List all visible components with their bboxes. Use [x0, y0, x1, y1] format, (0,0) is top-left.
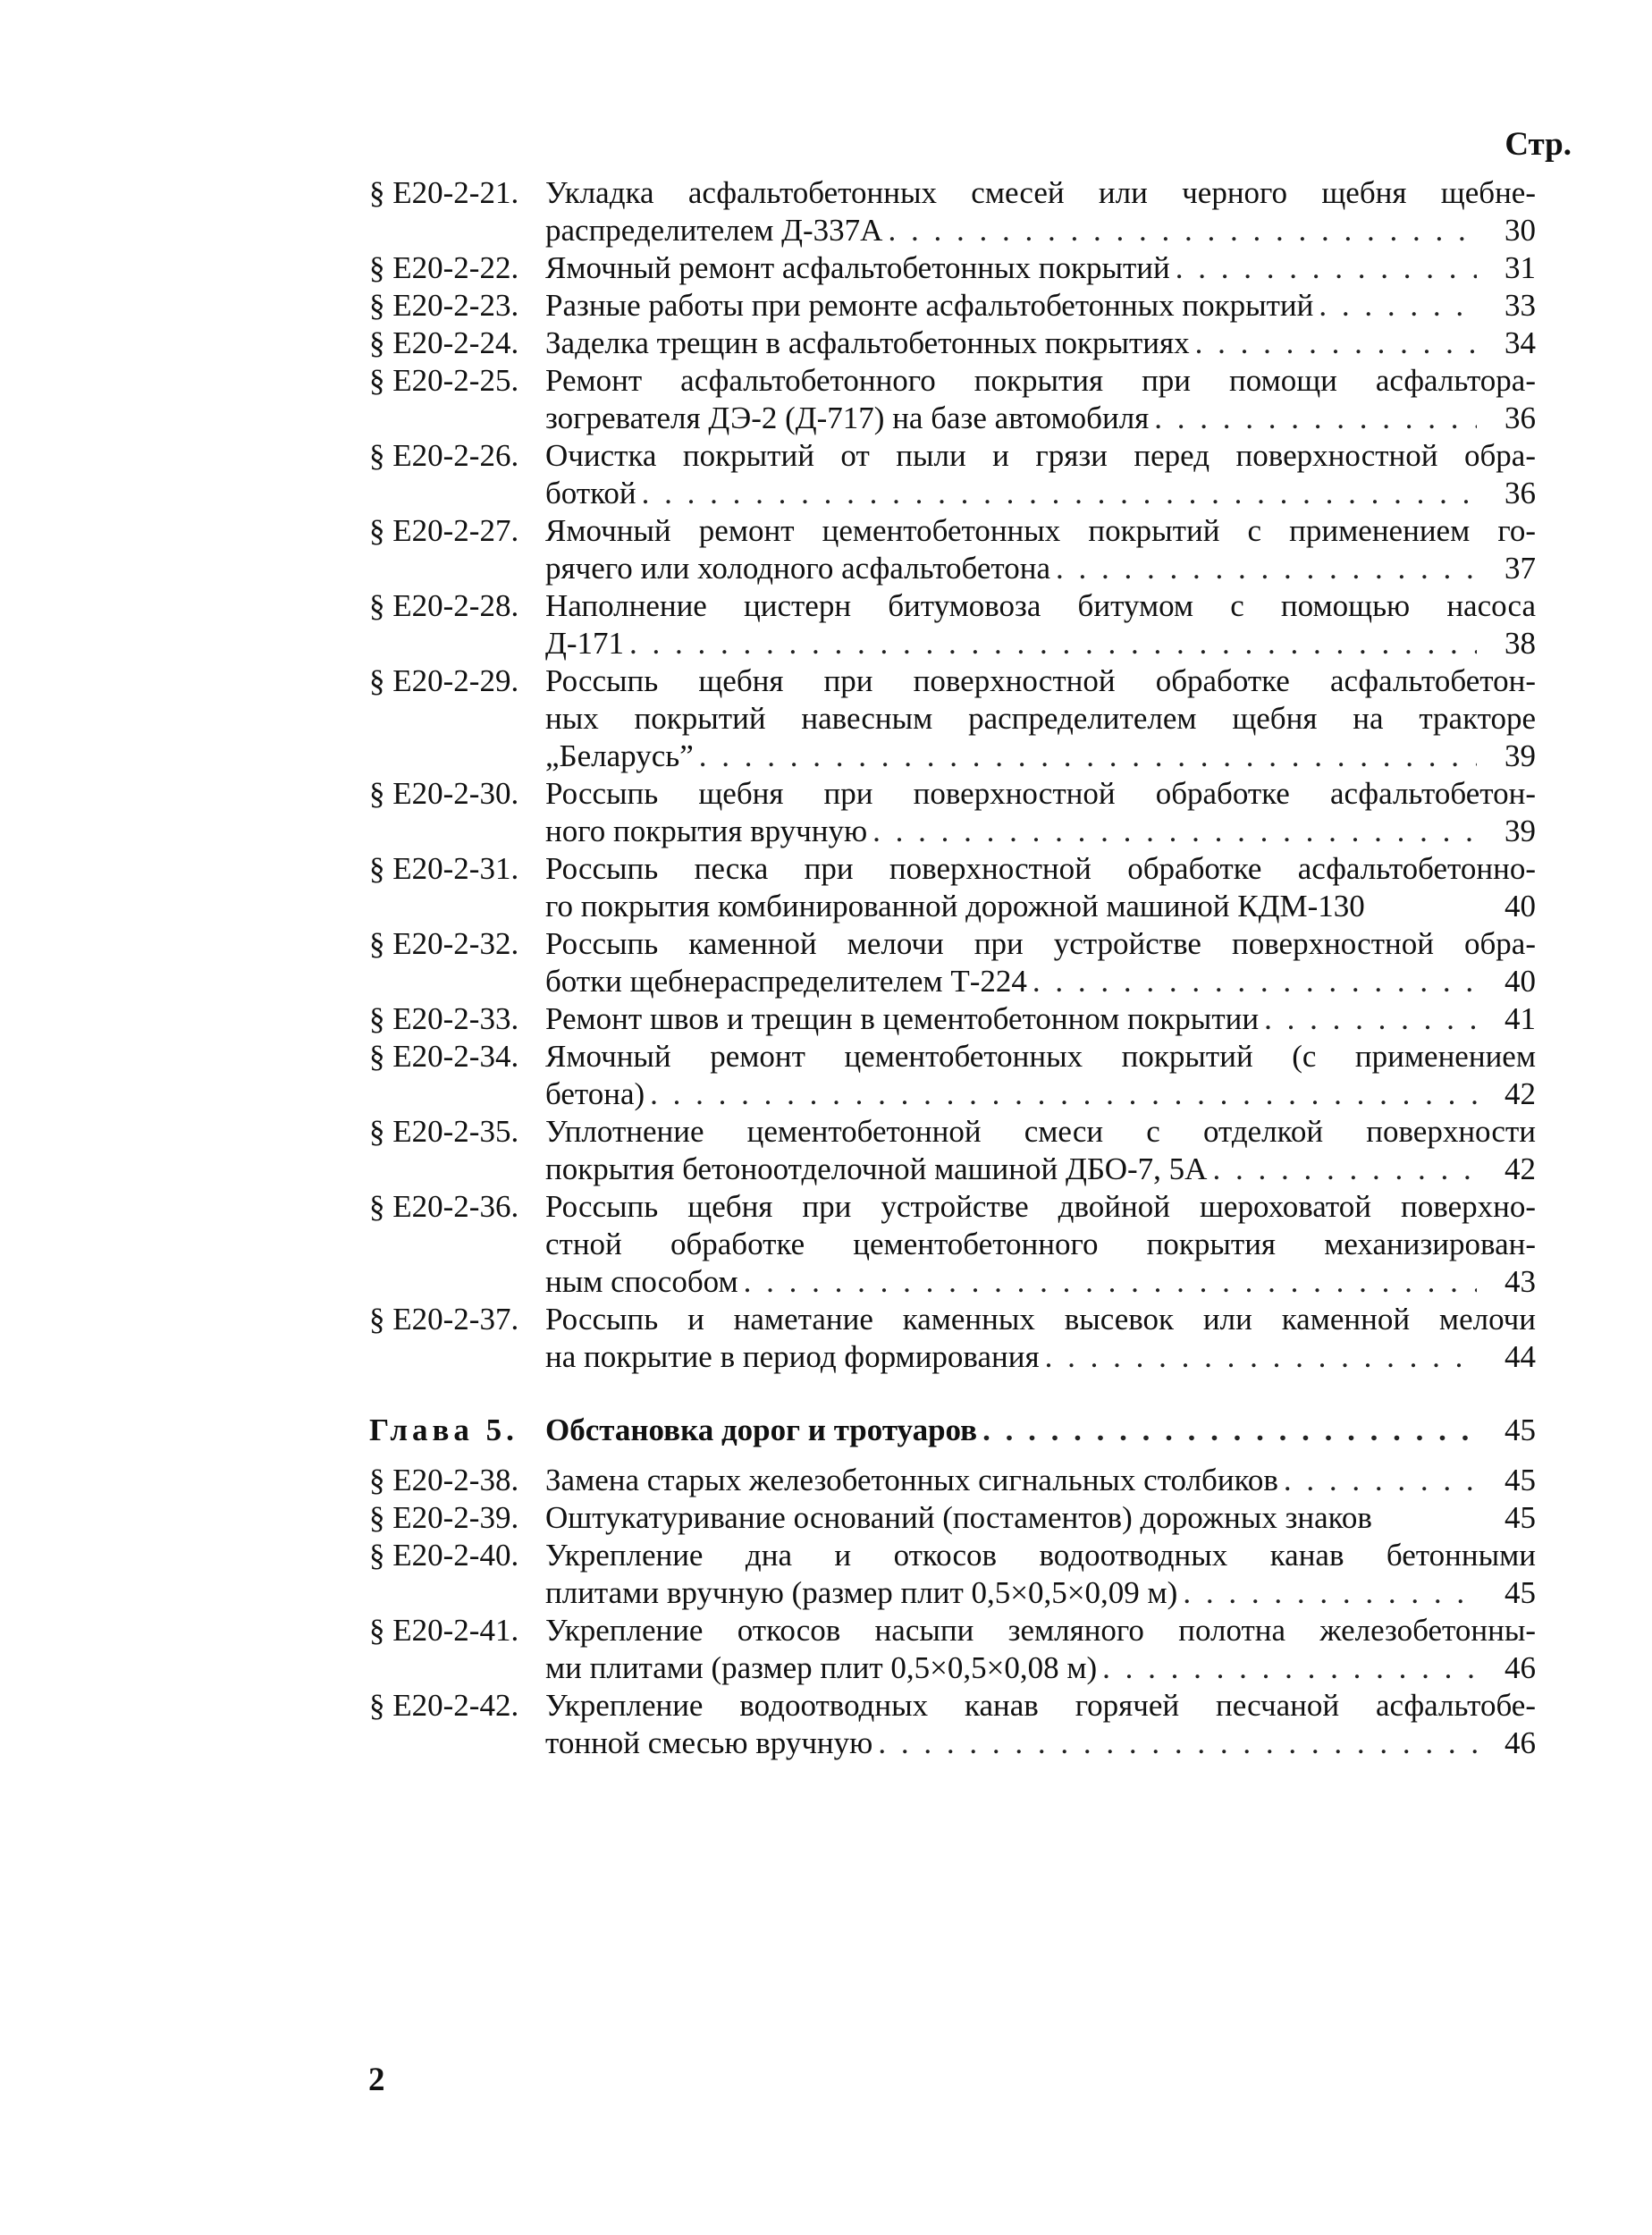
toc-page-number: 41 — [1504, 1001, 1536, 1036]
toc-leader-dots — [872, 1725, 1477, 1762]
toc-entry-label: § Е20-2-28. — [369, 588, 519, 623]
toc-entry-title-line: тонной смесью вручную — [545, 1725, 873, 1760]
toc-entry-title-line: Ямочный ремонт цементобетонных покрытий с применением го- — [545, 513, 1536, 548]
toc-entry-label: § Е20-2-21. — [369, 175, 519, 210]
toc-entry-title-line: ми плитами (размер плит 0,5×0,5×0,08 м) — [545, 1650, 1098, 1685]
toc-leader-dots — [1097, 1649, 1477, 1687]
toc-page-number: 42 — [1504, 1076, 1536, 1111]
toc-entry — [369, 1537, 1536, 1612]
toc-entry-label: § Е20-2-34. — [369, 1039, 519, 1074]
toc-entry-title-line: покрытия бетоноотделочной машиной ДБО-7, 5А — [545, 1151, 1208, 1186]
toc-entry-title-line: зогревателя ДЭ-2 (Д-717) на базе автомобиля — [545, 401, 1150, 435]
toc-leader-dots — [645, 1075, 1477, 1113]
toc-entry — [369, 587, 1536, 662]
toc-entry — [369, 1188, 1536, 1301]
toc-leader-dots — [1170, 249, 1477, 287]
toc-entry — [369, 925, 1536, 1000]
toc-entry-title-line: Укрепление дна и откосов водоотводных канав бетонными — [545, 1538, 1536, 1573]
toc-entry — [369, 1612, 1536, 1687]
toc-entry-title-line: Укрепление откосов насыпи земляного полотна железобетонны- — [545, 1613, 1536, 1648]
toc-entry — [369, 850, 1536, 925]
toc-entry-label: § Е20-2-26. — [369, 438, 519, 473]
toc-page-number: 44 — [1504, 1339, 1536, 1374]
toc-page-number: 42 — [1504, 1151, 1536, 1186]
toc-entry — [369, 1113, 1536, 1188]
toc-entry-label: § Е20-2-22. — [369, 250, 519, 285]
table-of-contents — [369, 174, 1536, 1762]
toc-leader-dots — [1278, 1462, 1477, 1499]
toc-page-number: 36 — [1504, 476, 1536, 510]
toc-chapter-heading — [369, 1412, 1536, 1449]
toc-leader-dots — [977, 1412, 1477, 1449]
toc-entry — [369, 174, 1536, 249]
toc-entry-title-line: бетона) — [545, 1076, 645, 1111]
toc-page-number: 45 — [1504, 1413, 1536, 1447]
toc-entry-label: § Е20-2-29. — [369, 663, 519, 698]
toc-entry-label: § Е20-2-31. — [369, 851, 519, 886]
toc-page-number: 45 — [1504, 1500, 1536, 1535]
toc-entry — [369, 362, 1536, 437]
toc-entry-label: § Е20-2-27. — [369, 513, 519, 548]
toc-entry — [369, 1462, 1536, 1499]
toc-entry-label: § Е20-2-38. — [369, 1463, 519, 1497]
toc-leader-dots — [738, 1263, 1477, 1301]
toc-entry-title-line: Укладка асфальтобетонных смесей или черного щебня щебне- — [545, 175, 1536, 210]
toc-entry-label: § Е20-2-23. — [369, 288, 519, 323]
toc-entry-title-line: Уплотнение цементобетонной смеси с отделкой поверхности — [545, 1114, 1536, 1149]
toc-entry-label: § Е20-2-30. — [369, 776, 519, 811]
toc-entry — [369, 512, 1536, 587]
toc-entry-title-line: Оштукатуривание оснований (постаментов) дорожных знаков — [545, 1500, 1372, 1535]
toc-entry-label: § Е20-2-25. — [369, 363, 519, 398]
toc-entry-title-line: ботки щебнераспределителем Т-224 — [545, 964, 1027, 999]
toc-leader-dots — [694, 738, 1477, 775]
toc-entry-title-line: Ямочный ремонт цементобетонных покрытий (с применением — [545, 1039, 1536, 1074]
toc-leader-dots — [1313, 287, 1477, 325]
toc-entry — [369, 1301, 1536, 1376]
toc-entry — [369, 1499, 1536, 1537]
toc-page-number: 31 — [1504, 250, 1536, 285]
toc-leader-dots — [1190, 325, 1477, 362]
toc-entry-title-line: Россыпь и наметание каменных высевок или каменной мелочи — [545, 1302, 1536, 1337]
toc-entry-title-line: Очистка покрытий от пыли и грязи перед поверхностной обра- — [545, 438, 1536, 473]
toc-page-number: 45 — [1504, 1463, 1536, 1497]
toc-entry-title-line: боткой — [545, 476, 636, 510]
toc-entry-label: Глава 5. — [369, 1413, 518, 1447]
toc-leader-dots — [636, 475, 1477, 512]
toc-page-number: 39 — [1504, 738, 1536, 773]
toc-entry-label: § Е20-2-36. — [369, 1189, 519, 1224]
toc-entry-title-line: рячего или холодного асфальтобетона — [545, 551, 1051, 586]
page-number: 2 — [368, 2062, 385, 2098]
toc-leader-dots — [1040, 1338, 1477, 1376]
toc-leader-dots — [882, 212, 1477, 249]
toc-entry-title-line: Обстановка дорог и тротуаров — [545, 1413, 978, 1447]
toc-page-number: 30 — [1504, 213, 1536, 248]
toc-entry-title-line: го покрытия комбинированной дорожной машиной КДМ-130 — [545, 889, 1365, 924]
toc-entry-label: § Е20-2-42. — [369, 1688, 519, 1723]
toc-leader-dots — [867, 813, 1477, 850]
toc-entry-label: § Е20-2-32. — [369, 926, 519, 961]
toc-leader-dots — [1259, 1000, 1477, 1038]
toc-page-number: 46 — [1504, 1725, 1536, 1760]
toc-entry-title-line: стной обработке цементобетонного покрытия механизирован- — [545, 1227, 1536, 1261]
toc-leader-dots — [1149, 400, 1477, 437]
toc-leader-dots — [1027, 963, 1477, 1000]
toc-entry — [369, 1038, 1536, 1113]
toc-page-number: 37 — [1504, 551, 1536, 586]
toc-entry-label: § Е20-2-35. — [369, 1114, 519, 1149]
toc-entry-label: § Е20-2-33. — [369, 1001, 519, 1036]
toc-entry-title-line: на покрытие в период формирования — [545, 1339, 1040, 1374]
toc-entry — [369, 325, 1536, 362]
toc-entry — [369, 249, 1536, 287]
toc-entry-title-line: ных покрытий навесным распределителем щебня на тракторе — [545, 701, 1536, 736]
toc-entry-title-line: ным способом — [545, 1264, 738, 1299]
toc-leader-dots — [1177, 1574, 1477, 1612]
toc-entry-title-line: ного покрытия вручную — [545, 814, 868, 848]
toc-entry-title-line: Россыпь каменной мелочи при устройстве поверхностной обра- — [545, 926, 1536, 961]
toc-entry-label: § Е20-2-41. — [369, 1613, 519, 1648]
toc-entry — [369, 287, 1536, 325]
toc-entry-label: § Е20-2-39. — [369, 1500, 519, 1535]
toc-entry-title-line: „Беларусь” — [545, 738, 694, 773]
toc-page-number: 39 — [1504, 814, 1536, 848]
toc-entry-label: § Е20-2-37. — [369, 1302, 519, 1337]
toc-page-number: 40 — [1504, 889, 1536, 924]
toc-entry-label: § Е20-2-24. — [369, 325, 519, 360]
toc-entry-title-line: распределителем Д-337А — [545, 213, 883, 248]
toc-entry-title-line: Укрепление водоотводных канав горячей песчаной асфальтобе- — [545, 1688, 1536, 1723]
toc-entry — [369, 437, 1536, 512]
toc-page-number: 43 — [1504, 1264, 1536, 1299]
toc-entry-title-line: Д-171 — [545, 626, 625, 661]
toc-entry-title-line: плитами вручную (размер плит 0,5×0,5×0,09 м) — [545, 1575, 1178, 1610]
toc-entry-title-line: Россыпь щебня при поверхностной обработке асфальтобетон- — [545, 663, 1536, 698]
toc-entry — [369, 1000, 1536, 1038]
toc-leader-dots — [624, 625, 1477, 662]
toc-entry-title-line: Ремонт асфальтобетонного покрытия при помощи асфальтора- — [545, 363, 1536, 398]
toc-page-number: 40 — [1504, 964, 1536, 999]
toc-entry — [369, 662, 1536, 775]
toc-entry-label: § Е20-2-40. — [369, 1538, 519, 1573]
toc-entry — [369, 775, 1536, 850]
toc-entry — [369, 1687, 1536, 1762]
toc-entry-title-line: Ремонт швов и трещин в цементобетонном покрытии — [545, 1001, 1260, 1036]
toc-page-number: 36 — [1504, 401, 1536, 435]
toc-leader-dots — [1207, 1151, 1477, 1188]
toc-page-number: 34 — [1504, 325, 1536, 360]
toc-entry-title-line: Наполнение цистерн битумовоза битумом с помощью насоса — [545, 588, 1536, 623]
toc-entry-title-line: Россыпь щебня при поверхностной обработке асфальтобетон- — [545, 776, 1536, 811]
page-column-header: Стр. — [1504, 126, 1572, 163]
toc-page-number: 33 — [1504, 288, 1536, 323]
toc-leader-dots — [1050, 550, 1477, 587]
toc-entry-title-line: Замена старых железобетонных сигнальных столбиков — [545, 1463, 1278, 1497]
toc-entry-title-line: Россыпь щебня при устройстве двойной шероховатой поверхно- — [545, 1189, 1536, 1224]
toc-entry-title-line: Ямочный ремонт асфальтобетонных покрытий — [545, 250, 1170, 285]
toc-page-number: 38 — [1504, 626, 1536, 661]
toc-entry-title-line: Россыпь песка при поверхностной обработке асфальтобетонно- — [545, 851, 1536, 886]
toc-entry-title-line: Заделка трещин в асфальтобетонных покрытиях — [545, 325, 1190, 360]
toc-entry-title-line: Разные работы при ремонте асфальтобетонных покрытий — [545, 288, 1314, 323]
toc-page-number: 45 — [1504, 1575, 1536, 1610]
toc-page-number: 46 — [1504, 1650, 1536, 1685]
